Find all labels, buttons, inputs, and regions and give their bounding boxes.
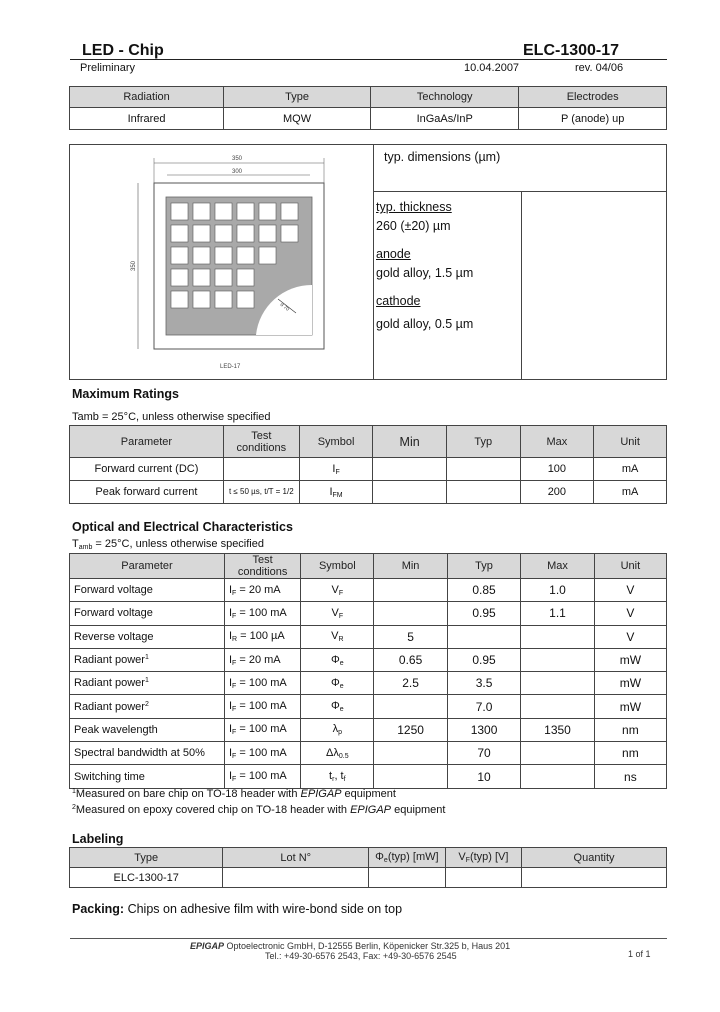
min-cell: 2.5: [374, 672, 447, 695]
symbol-cell: [301, 602, 374, 625]
dim-height-label: 350: [131, 260, 137, 271]
overview-cell: MQW: [224, 108, 371, 130]
condition-subscript: amb: [78, 544, 93, 551]
contact-window: [171, 225, 188, 242]
param-cell: Forward current (DC): [70, 458, 224, 481]
min-cell: 1250: [374, 718, 447, 741]
contact-window: [193, 247, 210, 264]
packing-text: Chips on adhesive film with wire-bond side on top: [124, 902, 403, 916]
param-text: Switching time: [74, 770, 145, 783]
symbol-subscript: e: [339, 682, 344, 690]
drawing-caption: LED-17: [220, 364, 241, 370]
overview-header: Radiation: [70, 87, 224, 108]
overview-header: Technology: [371, 87, 519, 108]
vf-cell: [445, 868, 521, 888]
min-cell: [374, 695, 447, 718]
param-cell: Peak forward current: [70, 481, 224, 504]
column-header: Unit: [594, 554, 666, 579]
table-row: [70, 672, 667, 695]
max-cell: 1.0: [521, 579, 594, 602]
unit-cell: mW: [594, 648, 666, 671]
contact-window: [215, 247, 232, 264]
unit-cell: ns: [594, 765, 666, 788]
header-subscript: F: [465, 857, 470, 864]
chip-info-box: [69, 144, 667, 380]
condition-text: = 25°C, unless otherwise specified: [92, 538, 264, 550]
symbol-subscript: e: [339, 659, 344, 667]
unit-cell: nm: [594, 718, 666, 741]
typ-cell: 0.95: [447, 648, 520, 671]
column-header: [368, 848, 445, 868]
anode-label: anode: [376, 247, 411, 261]
cond-cell: [224, 625, 300, 648]
symbol-text: Δλ: [326, 746, 339, 759]
contact-window: [281, 225, 298, 242]
cond-symbol: I: [228, 606, 233, 619]
cond-subscript: R: [232, 636, 238, 644]
typ-cell: 0.95: [447, 602, 520, 625]
symbol-text: , t: [334, 770, 344, 783]
symbol-text: Φ: [330, 700, 340, 713]
overview-cell: Infrared: [70, 108, 224, 130]
symbol-cell: [299, 481, 372, 504]
symbol-subscript: F: [338, 589, 344, 597]
footer-rule: [70, 938, 667, 939]
min-cell: 0.65: [374, 648, 447, 671]
footnote-text: equipment: [341, 788, 396, 800]
max-cell: [521, 695, 594, 718]
cond-cell: [224, 718, 300, 741]
cond-subscript: F: [232, 682, 237, 690]
contact-window: [193, 291, 210, 308]
symbol-text: Φ: [330, 676, 340, 689]
param-cell: [70, 648, 225, 671]
footnote-number: 2: [72, 804, 76, 811]
footnote-ref: 1: [144, 677, 149, 685]
param-text: Radiant power: [74, 677, 145, 690]
column-header: Max: [520, 426, 594, 458]
typ-cell: 7.0: [447, 695, 520, 718]
min-cell: [374, 602, 447, 625]
table-row: [70, 625, 667, 648]
symbol-subscript: F: [338, 612, 344, 620]
corner-dim-label: d 70: [278, 301, 291, 313]
footnote-2: [72, 804, 445, 816]
max-ratings-table: [69, 425, 667, 504]
column-header: Max: [521, 554, 594, 579]
footer-address-text: Optoelectronic GmbH, D-12555 Berlin, Köpenicker Str.325 b, Haus 201: [224, 941, 511, 951]
overview-header: Electrodes: [519, 87, 667, 108]
contact-window: [193, 269, 210, 286]
contact-window: [193, 225, 210, 242]
divider: [373, 145, 374, 379]
min-cell: [374, 765, 447, 788]
contact-window: [259, 247, 276, 264]
symbol-cell: [301, 672, 374, 695]
symbol-cell: [301, 742, 374, 765]
typ-cell: 70: [447, 742, 520, 765]
max-cell: [521, 742, 594, 765]
contact-window: [237, 225, 254, 242]
cond-cell: [224, 579, 300, 602]
unit-cell: V: [594, 602, 666, 625]
table-row: [70, 458, 667, 481]
footnote-1: [72, 788, 396, 800]
page-title: LED - Chip: [82, 42, 164, 59]
min-cell: [374, 742, 447, 765]
optical-title: Optical and Electrical Characteristics: [72, 520, 293, 534]
param-cell: [70, 602, 225, 625]
cond-text: = 20 mA: [236, 653, 281, 666]
cond-subscript: F: [232, 589, 237, 597]
overview-header: Type: [224, 87, 371, 108]
page-number: 1 of 1: [628, 949, 651, 959]
cond-symbol: I: [228, 700, 233, 713]
header-rule: [70, 59, 667, 60]
cond-symbol: I: [228, 770, 233, 783]
header-symbol: V: [458, 851, 466, 863]
cond-subscript: F: [232, 752, 237, 760]
header-symbol: Φ: [375, 851, 384, 863]
overview-cell: InGaAs/InP: [371, 108, 519, 130]
cathode-label: cathode: [376, 294, 421, 308]
footer-address: [190, 941, 510, 951]
typ-cell: 3.5: [447, 672, 520, 695]
condition-symbol: T: [72, 538, 79, 550]
chip-drawing: [130, 153, 360, 375]
contact-window: [259, 203, 276, 220]
contact-window: [193, 203, 210, 220]
min-cell: 5: [374, 625, 447, 648]
max-cell: 100: [520, 458, 594, 481]
symbol-cell: [301, 718, 374, 741]
table-row: [70, 765, 667, 788]
symbol-cell: [301, 765, 374, 788]
labeling-title: Labeling: [72, 832, 124, 846]
contact-window: [237, 247, 254, 264]
cond-symbol: I: [228, 583, 233, 596]
column-header: Quantity: [522, 848, 667, 868]
unit-cell: V: [594, 579, 666, 602]
column-header: Typ: [446, 426, 520, 458]
column-header: Unit: [594, 426, 667, 458]
unit-cell: mW: [594, 695, 666, 718]
param-text: Forward voltage: [74, 607, 153, 620]
cond-cell: [224, 602, 300, 625]
symbol-cell: [301, 579, 374, 602]
cond-cell: [224, 742, 300, 765]
header-text: (typ) [V]: [469, 851, 509, 863]
column-header: Test conditions: [223, 426, 299, 458]
cond-text: = 20 mA: [236, 583, 281, 596]
unit-cell: mW: [594, 672, 666, 695]
param-text: Radiant power: [74, 654, 145, 667]
unit-cell: mA: [594, 481, 667, 504]
unit-cell: nm: [594, 742, 666, 765]
param-text: Radiant power: [74, 700, 145, 713]
phi-cell: [368, 868, 445, 888]
overview-table: [69, 86, 667, 130]
cathode-value: gold alloy, 0.5 µm: [376, 317, 474, 331]
symbol-text: V: [331, 583, 339, 596]
column-header: Min: [373, 426, 447, 458]
table-row: [70, 695, 667, 718]
anode-value: gold alloy, 1.5 µm: [376, 266, 474, 280]
footnote-text: equipment: [391, 804, 446, 816]
optical-table: [69, 553, 667, 789]
min-cell: [373, 458, 447, 481]
cond-subscript: F: [232, 612, 237, 620]
contact-window: [237, 291, 254, 308]
cond-subscript: F: [232, 659, 237, 667]
footer-brand: EPIGAP: [190, 941, 225, 951]
cond-cell: [223, 458, 299, 481]
footnote-ref: 1: [144, 654, 149, 662]
typ-cell: 0.85: [447, 579, 520, 602]
revision-text: rev. 04/06: [575, 62, 624, 74]
param-cell: [70, 579, 225, 602]
max-cell: 200: [520, 481, 594, 504]
labeling-table: [69, 847, 667, 888]
contact-window: [237, 269, 254, 286]
divider: [521, 191, 522, 379]
cond-symbol: I: [228, 676, 233, 689]
optical-rows: [70, 579, 667, 789]
min-cell: [374, 579, 447, 602]
symbol-subscript: r: [332, 776, 335, 784]
max-cell: [521, 672, 594, 695]
cond-symbol: I: [228, 653, 233, 666]
unit-cell: mA: [594, 458, 667, 481]
contact-window: [171, 269, 188, 286]
symbol-cell: [301, 695, 374, 718]
table-row: [70, 602, 667, 625]
footnote-text: Measured on bare chip on TO-18 header with: [75, 788, 301, 800]
column-header: Typ: [447, 554, 520, 579]
contact-window: [215, 225, 232, 242]
param-cell: [70, 625, 225, 648]
packing-label: Packing:: [72, 902, 125, 916]
footnote-ref: 2: [144, 700, 149, 708]
column-header: Parameter: [70, 554, 225, 579]
column-header: [445, 848, 521, 868]
typ-cell: 1300: [447, 718, 520, 741]
cond-symbol: I: [228, 723, 233, 736]
symbol-cell: [299, 458, 372, 481]
cond-subscript: F: [232, 776, 237, 784]
typ-cell: [446, 481, 520, 504]
param-cell: [70, 695, 225, 718]
cond-subscript: F: [232, 729, 237, 737]
max-ratings-title: Maximum Ratings: [72, 387, 179, 401]
column-header: Symbol: [299, 426, 372, 458]
max-cell: 1.1: [521, 602, 594, 625]
param-text: Peak wavelength: [74, 723, 158, 736]
cond-cell: [224, 695, 300, 718]
max-ratings-condition: Tamb = 25°C, unless otherwise specified: [72, 411, 271, 423]
packing-line: [72, 902, 402, 916]
contact-window: [171, 203, 188, 220]
cond-text: = 100 mA: [236, 606, 287, 619]
column-header: Min: [374, 554, 447, 579]
typ-cell: [446, 458, 520, 481]
table-row: [70, 868, 667, 888]
table-row: [70, 742, 667, 765]
param-cell: [70, 672, 225, 695]
param-cell: [70, 765, 225, 788]
symbol-cell: [301, 625, 374, 648]
header-text: (typ) [mW]: [387, 851, 439, 863]
symbol-subscript: f: [343, 776, 346, 784]
contact-window: [215, 203, 232, 220]
dim-inner-label: 300: [232, 169, 243, 175]
param-text: Forward voltage: [74, 584, 153, 597]
symbol-text: V: [331, 630, 339, 643]
part-number: ELC-1300-17: [523, 42, 620, 59]
symbol-text: t: [329, 770, 333, 783]
cond-cell: [224, 765, 300, 788]
type-cell: ELC-1300-17: [70, 868, 223, 888]
optical-condition: [72, 538, 264, 551]
table-row: [70, 648, 667, 671]
cond-text: = 100 mA: [236, 723, 287, 736]
cond-text: = 100 mA: [236, 746, 287, 759]
cond-cell: [224, 672, 300, 695]
symbol-subscript: FM: [332, 491, 343, 499]
contact-window: [215, 269, 232, 286]
thickness-value: 260 (±20) µm: [376, 219, 451, 233]
footnote-number: 1: [72, 788, 76, 795]
column-header: Test conditions: [224, 554, 300, 579]
symbol-subscript: F: [335, 468, 340, 476]
symbol-text: V: [331, 606, 339, 619]
footnote-brand: EPIGAP: [300, 788, 342, 800]
cond-cell: [224, 648, 300, 671]
status-text: Preliminary: [80, 62, 136, 74]
contact-window: [281, 203, 298, 220]
thickness-label: typ. thickness: [376, 200, 452, 214]
dimensions-title: typ. dimensions (µm): [384, 150, 501, 164]
typ-cell: 10: [447, 765, 520, 788]
cond-text: = 100 mA: [236, 676, 287, 689]
cond-text: = 100 mA: [236, 770, 287, 783]
column-header: Type: [70, 848, 223, 868]
quantity-cell: [522, 868, 667, 888]
symbol-subscript: p: [338, 729, 342, 737]
dim-outer-label: 350: [232, 156, 243, 162]
footnote-text: Measured on epoxy covered chip on TO-18 header with: [75, 804, 351, 816]
symbol-text: λ: [332, 723, 339, 736]
param-cell: [70, 742, 225, 765]
contact-window: [171, 291, 188, 308]
max-cell: 1350: [521, 718, 594, 741]
divider: [373, 191, 666, 192]
column-header: Symbol: [301, 554, 374, 579]
cond-symbol: I: [228, 630, 233, 643]
cond-text: = 100 mA: [236, 700, 287, 713]
table-row: [70, 718, 667, 741]
param-text: Reverse voltage: [74, 630, 154, 643]
cond-subscript: F: [232, 706, 237, 714]
contact-window: [215, 291, 232, 308]
min-cell: [373, 481, 447, 504]
cond-text: = 100 µA: [237, 630, 285, 643]
symbol-subscript: 0.5: [338, 752, 349, 760]
symbol-subscript: e: [339, 706, 344, 714]
header-subscript: e: [383, 857, 388, 864]
max-cell: [521, 625, 594, 648]
footer-contact: Tel.: +49-30-6576 2543, Fax: +49-30-6576 2545: [265, 951, 457, 961]
param-cell: [70, 718, 225, 741]
column-header: Parameter: [70, 426, 224, 458]
symbol-text: Φ: [330, 653, 340, 666]
contact-window: [259, 225, 276, 242]
table-row: [70, 481, 667, 504]
symbol-text: I: [332, 462, 336, 475]
cond-symbol: I: [228, 746, 233, 759]
unit-cell: V: [594, 625, 666, 648]
max-cell: [521, 765, 594, 788]
date-text: 10.04.2007: [464, 62, 520, 74]
symbol-subscript: R: [338, 636, 344, 644]
contact-window: [171, 247, 188, 264]
footnote-brand: EPIGAP: [350, 804, 392, 816]
symbol-text: I: [329, 485, 333, 498]
symbol-cell: [301, 648, 374, 671]
cond-cell: t ≤ 50 µs, t/T = 1/2: [223, 481, 299, 504]
table-row: [70, 579, 667, 602]
typ-cell: [447, 625, 520, 648]
param-text: Spectral bandwidth at 50%: [74, 747, 205, 760]
max-cell: [521, 648, 594, 671]
contact-window: [237, 203, 254, 220]
lot-cell: [223, 868, 369, 888]
overview-cell: P (anode) up: [519, 108, 667, 130]
column-header: Lot N°: [223, 848, 369, 868]
